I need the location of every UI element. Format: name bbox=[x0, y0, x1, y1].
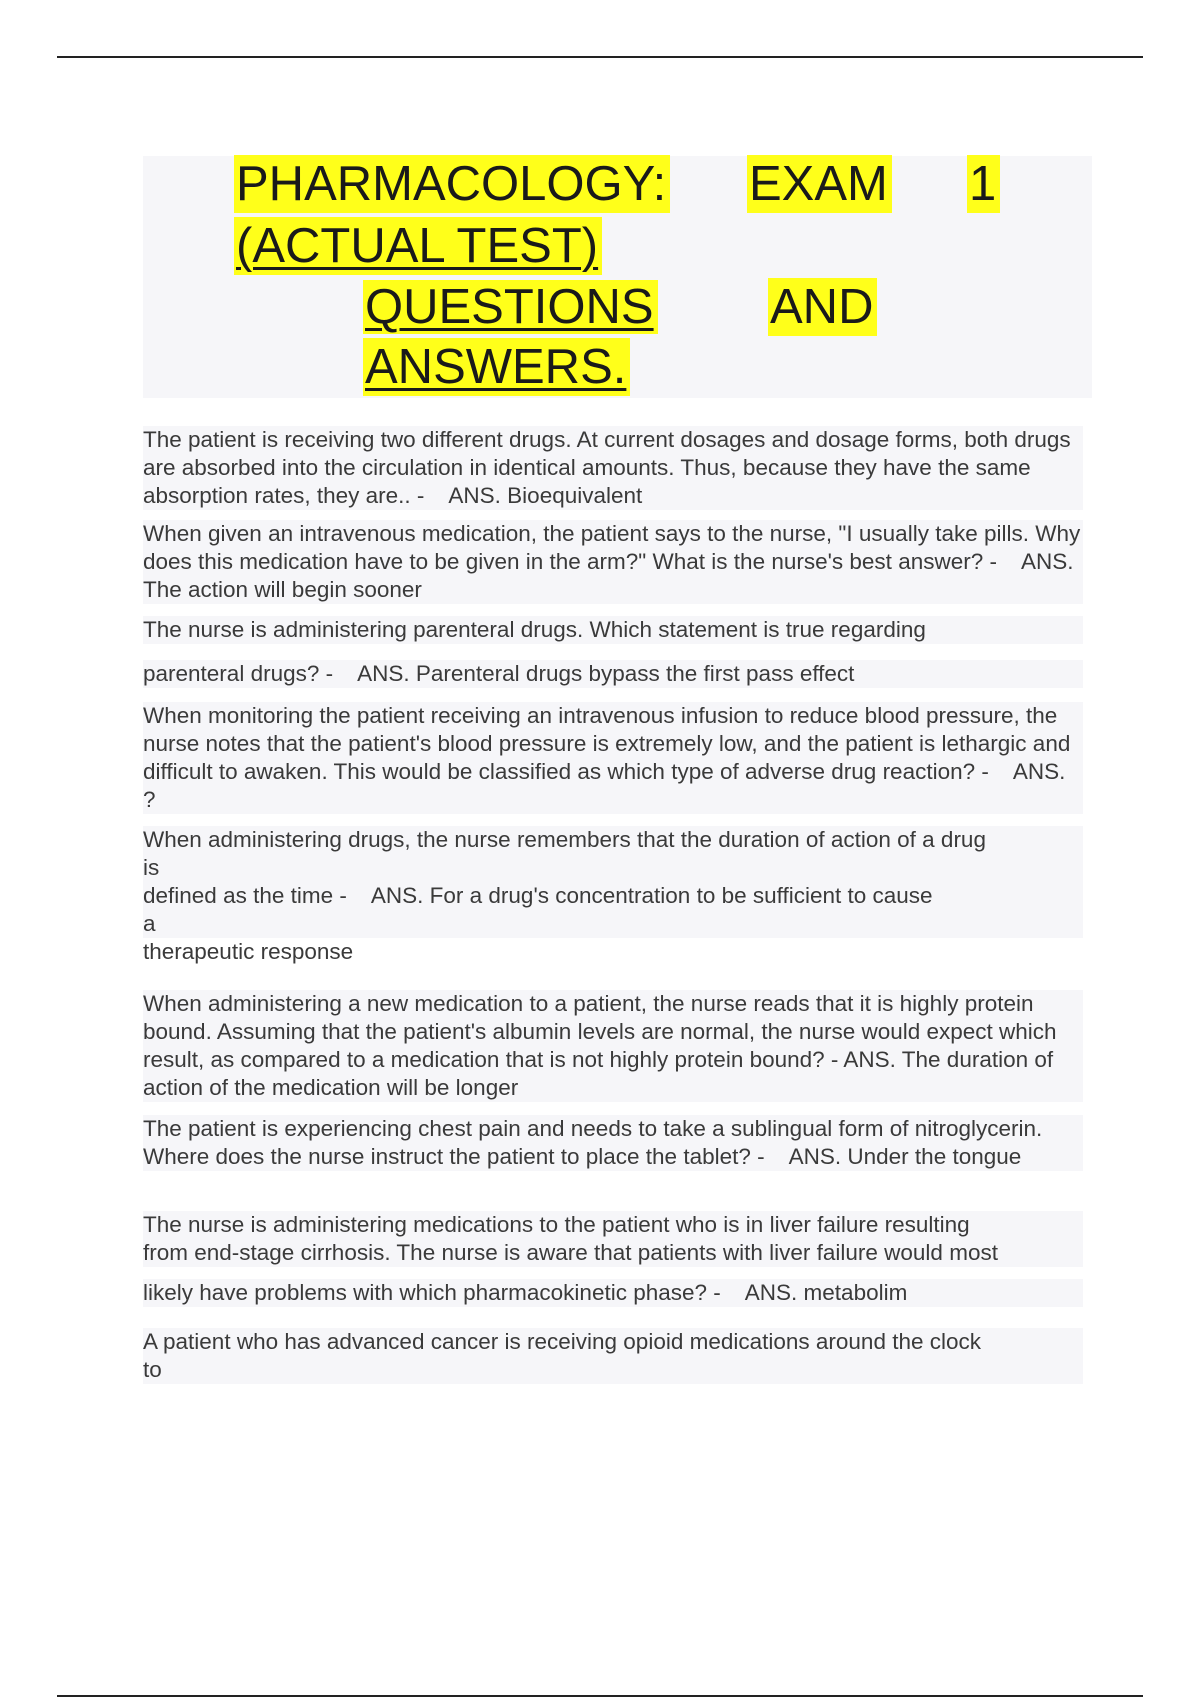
qa-item bbox=[143, 990, 1083, 1102]
answer-text: ANS. Parenteral drugs bypass the first pass effect bbox=[357, 661, 855, 686]
question-text: is bbox=[143, 854, 1083, 882]
qa-item bbox=[143, 826, 1083, 966]
title-word: PHARMACOLOGY: bbox=[234, 155, 670, 213]
question-text: When administering a new medication to a patient, the nurse reads that it is highly protein bound. Assuming that the patient's albumin levels are normal, the nurse would expect which result, as compared to a medication that is not highly protein bound? - bbox=[143, 991, 1057, 1072]
question-text: The patient is experiencing chest pain and needs to take a sublingual form of nitroglycerin. Where does the nurse instruct the patient to place the tablet? - bbox=[143, 1116, 1043, 1169]
title-word: EXAM bbox=[747, 155, 892, 213]
question-text: The nurse is administering medications to the patient who is in liver failure resulting bbox=[143, 1211, 1083, 1239]
question-text: parenteral drugs? - bbox=[143, 661, 334, 686]
qa-item bbox=[143, 1328, 1083, 1384]
title-line-4: ANSWERS. bbox=[363, 338, 630, 396]
bottom-rule bbox=[57, 1695, 1143, 1697]
title-line-3 bbox=[363, 278, 874, 336]
answer-text: ANS. ? bbox=[143, 759, 1066, 812]
question-text: When monitoring the patient receiving an intravenous infusion to reduce blood pressure, the nurse notes that the patient's blood pressure is extremely low, and the patient is lethargic and difficult to awaken. This would be classified as which type of adverse drug reaction? - bbox=[143, 703, 1071, 784]
question-text: to bbox=[143, 1356, 1083, 1384]
question-text: from end-stage cirrhosis. The nurse is aware that patients with liver failure would most bbox=[143, 1239, 1083, 1267]
answer-text: ANS. For a drug's concentration to be sufficient to cause bbox=[370, 883, 933, 908]
qa-item bbox=[143, 1211, 1083, 1307]
title-word: QUESTIONS bbox=[363, 280, 658, 334]
qa-item bbox=[143, 616, 1083, 688]
answer-text: ANS. Under the tongue bbox=[788, 1144, 1022, 1169]
question-text: The nurse is administering parenteral drugs. Which statement is true regarding bbox=[143, 616, 1083, 644]
top-rule bbox=[57, 56, 1143, 58]
question-text: The patient is receiving two different drugs. At current dosages and dosage forms, both drugs are absorbed into the circulation in identical amounts. Thus, because they have the same absorption rates, they are.. - bbox=[143, 427, 1071, 508]
question-text: likely have problems with which pharmacokinetic phase? - bbox=[143, 1280, 721, 1305]
answer-text: ANS. The duration of action of the medication will be longer bbox=[143, 1047, 1054, 1100]
answer-text: a bbox=[143, 910, 1083, 938]
question-text: A patient who has advanced cancer is receiving opioid medications around the clock bbox=[143, 1328, 1083, 1356]
qa-item bbox=[143, 426, 1083, 510]
title-word: AND bbox=[768, 278, 877, 336]
question-text: defined as the time - bbox=[143, 883, 347, 908]
answer-text: ANS. The action will begin sooner bbox=[143, 549, 1074, 602]
answer-text: ANS. metabolim bbox=[744, 1280, 908, 1305]
question-text: When administering drugs, the nurse remembers that the duration of action of a drug bbox=[143, 826, 1083, 854]
answer-text: therapeutic response bbox=[143, 939, 354, 964]
title-word: 1 bbox=[967, 155, 1000, 213]
title-line-2: (ACTUAL TEST) bbox=[234, 217, 602, 275]
answer-text: ANS. Bioequivalent bbox=[448, 483, 643, 508]
qa-item bbox=[143, 1115, 1083, 1171]
qa-item bbox=[143, 702, 1083, 814]
question-text: When given an intravenous medication, the patient says to the nurse, "I usually take pills. Why does this medication have to be given in the arm?" What is the nurse's best answer? - bbox=[143, 521, 1081, 574]
qa-item bbox=[143, 520, 1083, 604]
